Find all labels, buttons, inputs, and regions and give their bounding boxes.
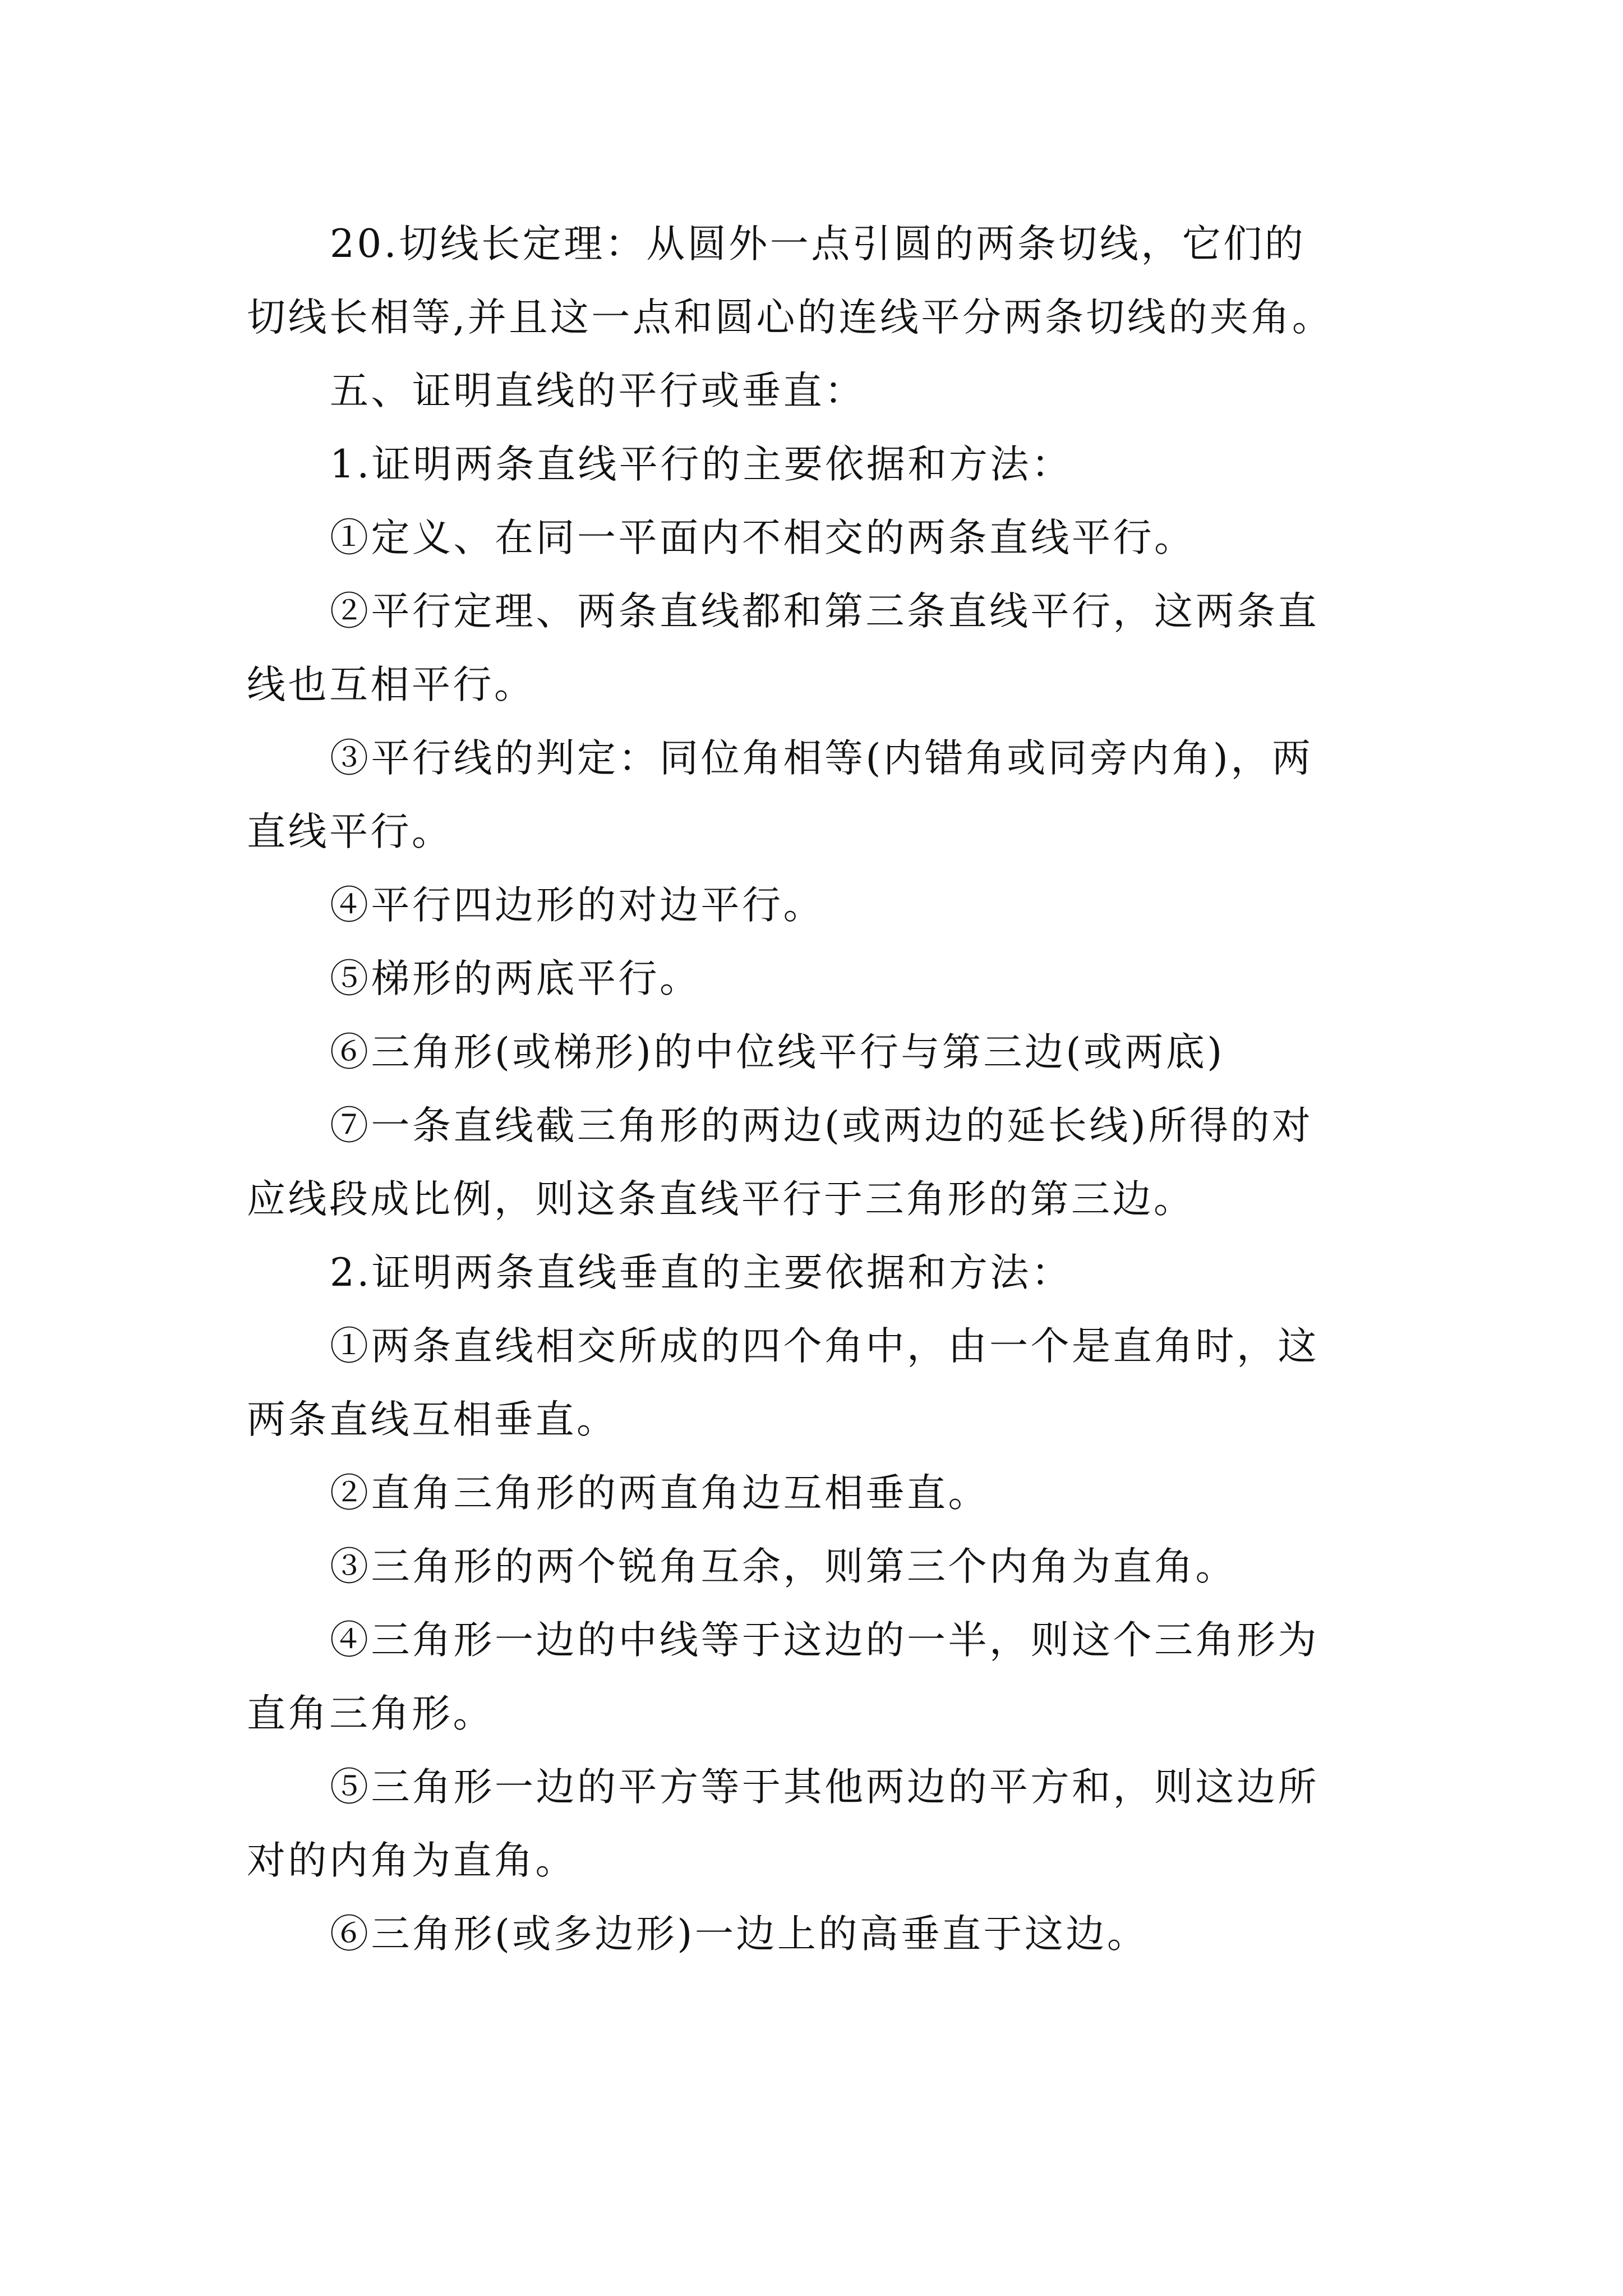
paragraph-tangent-length-theorem — [247, 208, 1447, 355]
text-line: 直角三角形。 — [247, 1691, 494, 1736]
list-item-perpendicular-6 — [247, 1898, 1447, 1971]
subheading-parallel-methods — [247, 428, 1447, 501]
list-item-perpendicular-2 — [247, 1457, 1447, 1530]
text-line: 五、证明直线的平行或垂直： — [330, 369, 866, 413]
document-body — [247, 208, 1447, 1971]
text-line: ①两条直线相交所成的四个角中，由一个是直角时，这 — [330, 1324, 1319, 1369]
text-line: 应线段成比例，则这条直线平行于三角形的第三边。 — [247, 1177, 1195, 1222]
subheading-perpendicular-methods — [247, 1236, 1447, 1310]
list-item-perpendicular-5 — [247, 1751, 1447, 1898]
text-line: ②平行定理、两条直线都和第三条直线平行，这两条直 — [330, 589, 1319, 634]
text-line: 2.证明两条直线垂直的主要依据和方法： — [330, 1250, 1073, 1295]
text-line: ④平行四边形的对边平行。 — [330, 883, 824, 928]
list-item-perpendicular-1 — [247, 1310, 1447, 1457]
list-item-parallel-2 — [247, 575, 1447, 722]
list-item-parallel-7 — [247, 1089, 1447, 1236]
text-line: ⑤梯形的两底平行。 — [330, 956, 701, 1001]
list-item-parallel-1 — [247, 501, 1447, 575]
text-line: 对的内角为直角。 — [247, 1838, 577, 1883]
text-line: ⑤三角形一边的平方等于其他两边的平方和，则这边所 — [330, 1765, 1319, 1810]
text-line: ①定义、在同一平面内不相交的两条直线平行。 — [330, 516, 1196, 560]
text-line: ⑥三角形(或多边形)一边上的高垂直于这边。 — [330, 1912, 1149, 1957]
text-line: ②直角三角形的两直角边互相垂直。 — [330, 1471, 989, 1516]
text-line: ③平行线的判定：同位角相等(内错角或同旁内角)，两 — [330, 736, 1313, 781]
text-line: ⑥三角形(或梯形)的中位线平行与第三边(或两底) — [330, 1030, 1225, 1075]
text-line: 直线平行。 — [247, 809, 453, 854]
text-line: ③三角形的两个锐角互余，则第三个内角为直角。 — [330, 1544, 1237, 1589]
text-line: 切线长相等,并且这一点和圆心的连线平分两条切线的夹角。 — [247, 295, 1334, 340]
list-item-parallel-5 — [247, 942, 1447, 1016]
list-item-perpendicular-3 — [247, 1530, 1447, 1604]
text-line: 1.证明两条直线平行的主要依据和方法： — [330, 442, 1073, 487]
text-line: ⑦一条直线截三角形的两边(或两边的延长线)所得的对 — [330, 1103, 1313, 1148]
text-line: 线也互相平行。 — [247, 662, 536, 707]
list-item-parallel-3 — [247, 722, 1447, 869]
section-heading-parallel-perpendicular — [247, 355, 1447, 428]
list-item-parallel-6 — [247, 1016, 1447, 1089]
text-line: 两条直线互相垂直。 — [247, 1397, 618, 1442]
text-line: ④三角形一边的中线等于这边的一半，则这个三角形为 — [330, 1618, 1319, 1663]
text-line: 20.切线长定理：从圆外一点引圆的两条切线，它们的 — [330, 222, 1306, 266]
list-item-perpendicular-4 — [247, 1604, 1447, 1751]
list-item-parallel-4 — [247, 869, 1447, 942]
